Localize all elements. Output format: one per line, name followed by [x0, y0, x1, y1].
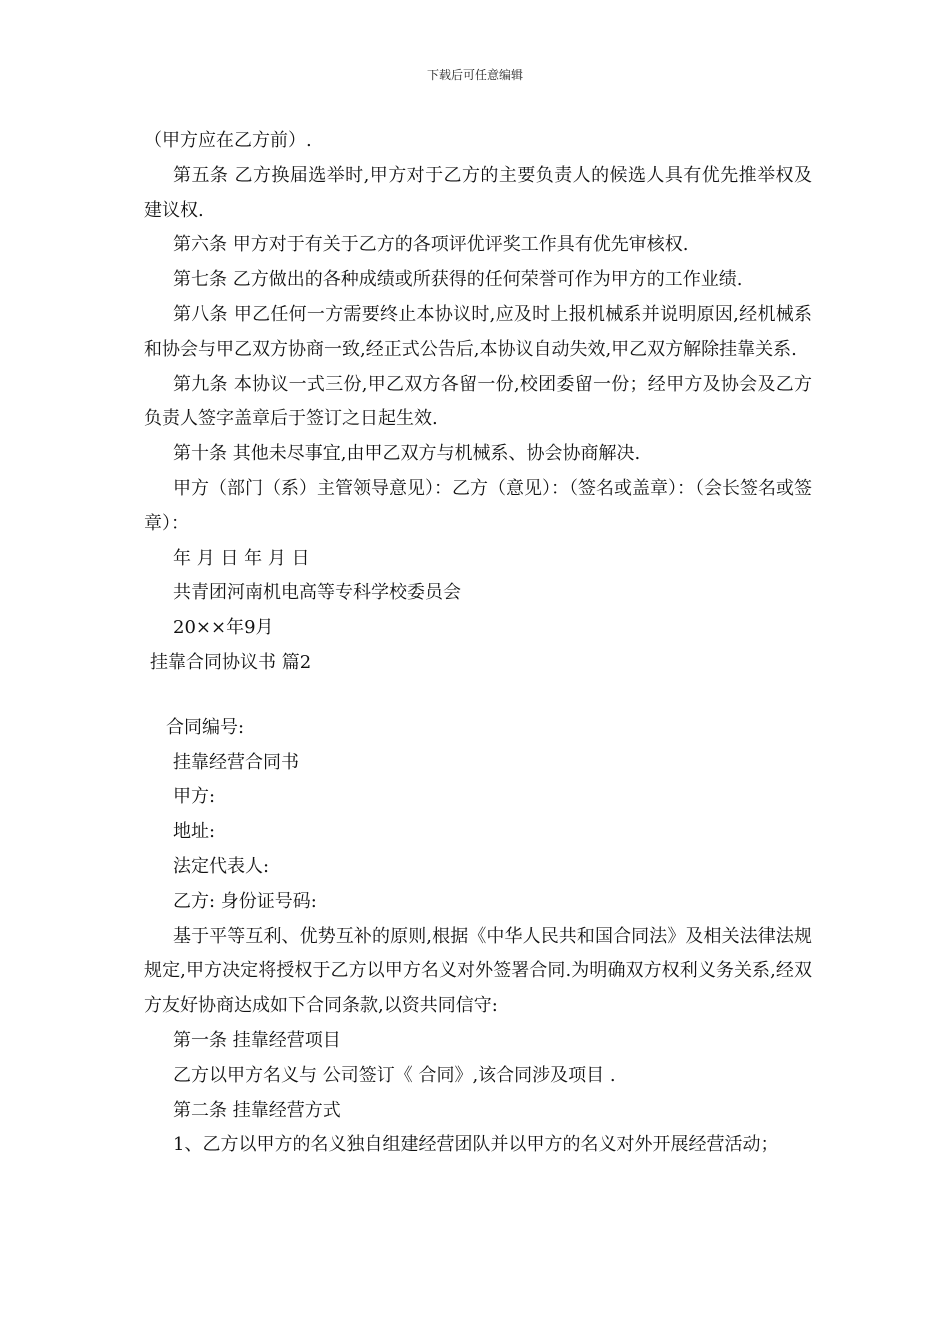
paragraph-article-6: 第六条 甲方对于有关于乙方的各项评优评奖工作具有优先审核权.: [173, 234, 689, 256]
paragraph-party-a: 甲方:: [173, 786, 216, 808]
document-body: [144, 124, 812, 1163]
paragraph-legal-rep: 法定代表人:: [173, 855, 270, 877]
paragraph-article-10: 第十条 其他未尽事宜,由甲乙双方与机械系、协会协商解决.: [173, 443, 641, 465]
paragraph-dates: 年 月 日 年 月 日: [173, 547, 310, 569]
paragraph-clause-2: 第二条 挂靠经营方式: [173, 1099, 341, 1121]
paragraph-article-5: 第五条 乙方换届选举时,甲方对于乙方的主要负责人的候选人具有优先推举权及建议权.: [144, 164, 812, 221]
paragraph-article-9: 第九条 本协议一式三份,甲乙双方各留一份,校团委留一份；经甲方及协会及乙方负责人签字盖章后于签订之日起生效.: [144, 373, 812, 430]
paragraph-article-7: 第七条 乙方做出的各种成绩或所获得的任何荣誉可作为甲方的工作业绩.: [173, 269, 743, 291]
paragraph-signatures: 甲方（部门（系）主管领导意见）：乙方（意见）：（签名或盖章）：（会长签名或签章）：: [144, 477, 812, 534]
paragraph-address: 地址:: [173, 821, 216, 843]
paragraph: （甲方应在乙方前）.: [144, 130, 312, 151]
paragraph-contract-title: 挂靠经营合同书: [173, 751, 299, 773]
header-note: 下载后可任意编辑: [426, 68, 523, 82]
section-title: 挂靠合同协议书 篇2: [150, 651, 312, 673]
paragraph-clause-1-body: 乙方以甲方名义与 公司签订《 合同》,该合同涉及项目 .: [173, 1064, 616, 1086]
paragraph-organization: 共青团河南机电高等专科学校委员会: [173, 582, 461, 604]
spacer: [144, 681, 812, 711]
paragraph-contract-number: 合同编号:: [166, 716, 245, 738]
paragraph-article-8: 第八条 甲乙任何一方需要终止本协议时,应及时上报机械系并说明原因,经机械系和协会与甲乙双方协商一致,经正式公告后,本协议自动失效,甲乙双方解除挂靠关系.: [144, 303, 812, 360]
paragraph-clause-2-item-1: 1、乙方以甲方的名义独自组建经营团队并以甲方的名义对外开展经营活动；: [173, 1134, 779, 1156]
paragraph-date: 20××年9月: [173, 617, 274, 639]
paragraph-clause-1: 第一条 挂靠经营项目: [173, 1029, 341, 1051]
paragraph-preamble: 基于平等互利、优势互补的原则,根据《中华人民共和国合同法》及相关法律法规规定,甲方决定将授权于乙方以甲方名义对外签署合同.为明确双方权利义务关系,经双方友好协商达成如下合同条款,以资共同信守:: [144, 925, 812, 1017]
paragraph-party-b: 乙方: 身份证号码:: [173, 890, 317, 912]
